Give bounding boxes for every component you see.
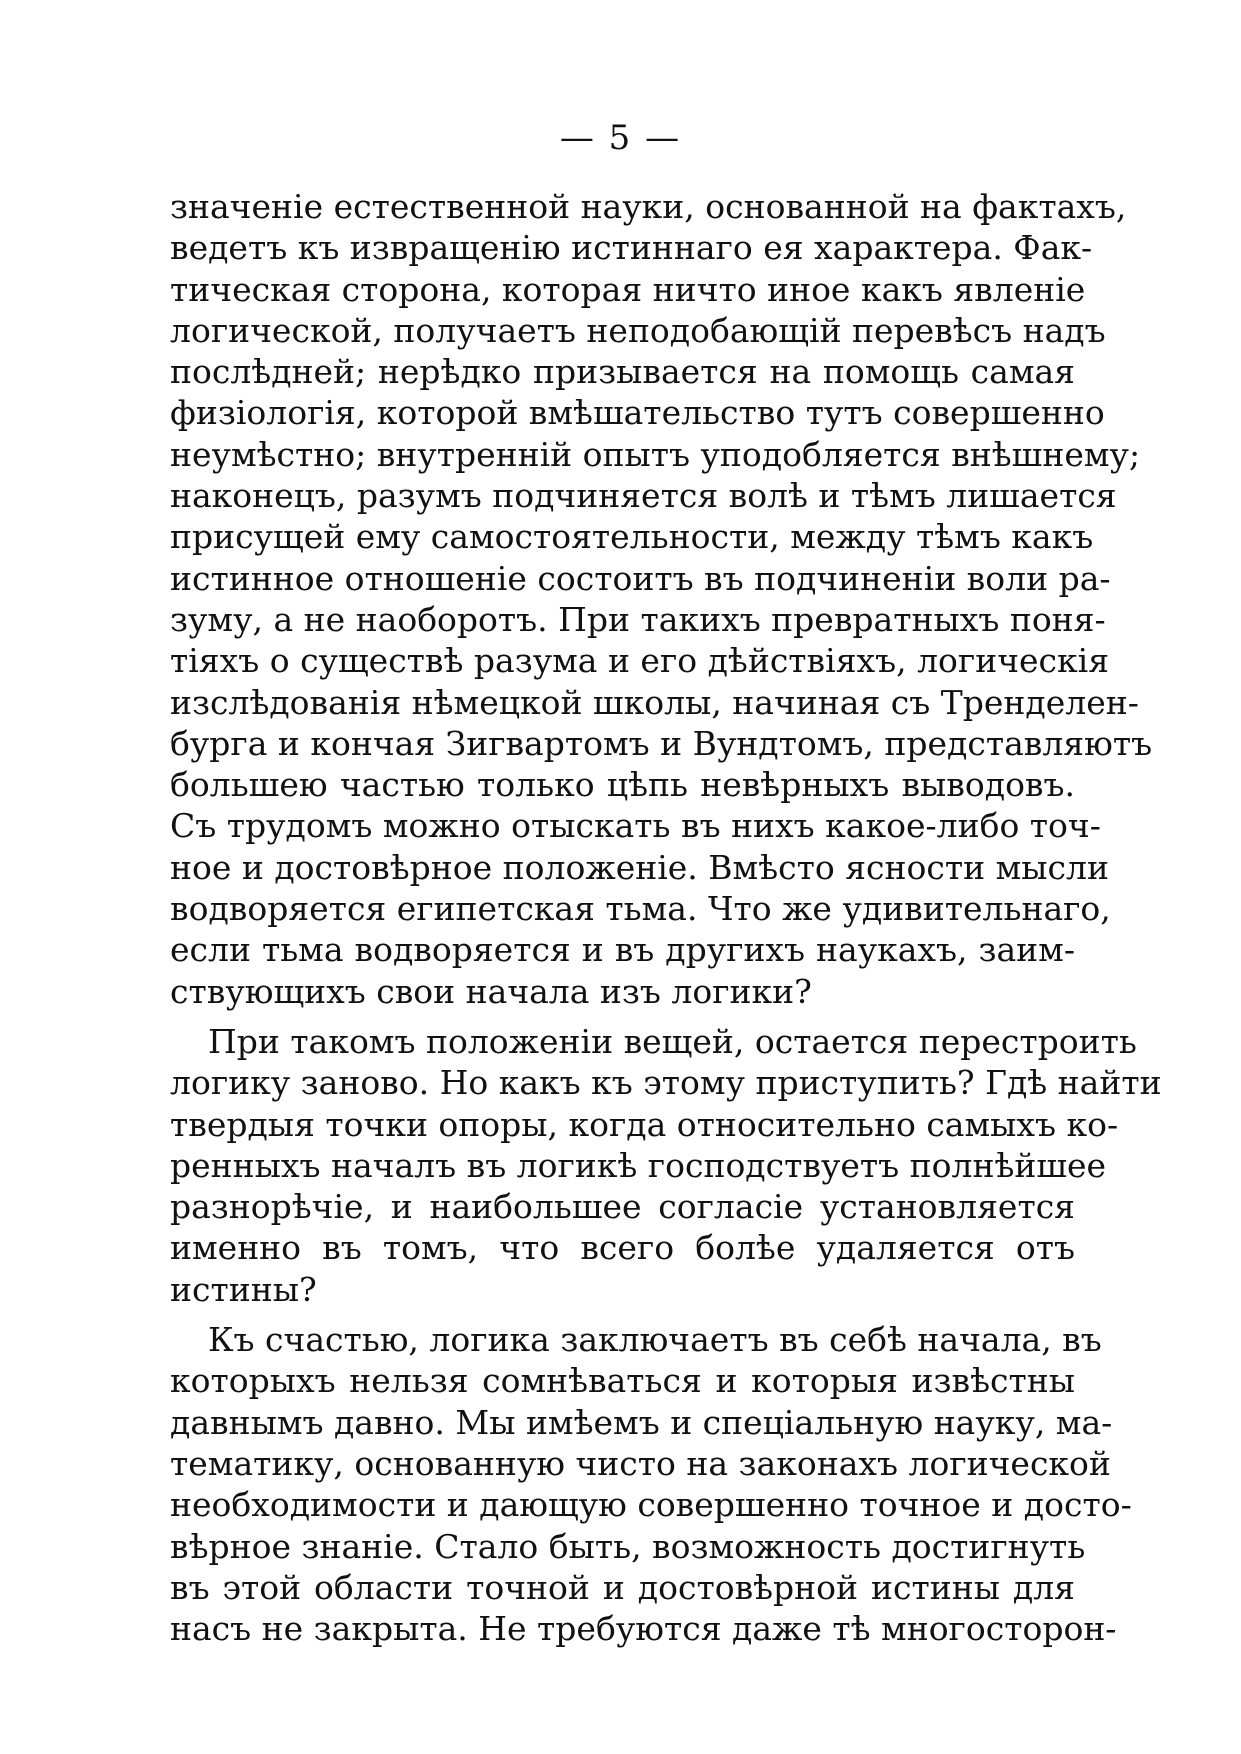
- text-line: Къ счастью, логика заключаетъ въ себѣ начала, въ: [208, 1320, 1102, 1360]
- text-line: именно въ томъ, что всего болѣе удаляется отъ: [170, 1228, 1075, 1268]
- text-line: присущей ему самостоятельности, между тѣмъ какъ: [170, 517, 1094, 557]
- text-line: необходимости и дающую совершенно точное и досто-: [170, 1485, 1132, 1525]
- paragraph-gap: [170, 1012, 1075, 1021]
- text-line: истины?: [170, 1269, 317, 1309]
- paragraph: [170, 1319, 1132, 1649]
- text-line: насъ не закрыта. Не требуются даже тѣ многосторон-: [170, 1609, 1117, 1649]
- text-line: значенiе естественной науки, основанной на фактахъ,: [170, 187, 1127, 226]
- text-line: зуму, а не наоборотъ. При такихъ превратныхъ поня-: [170, 599, 1106, 639]
- text-line: водворяется египетская тьма. Что же удивительнаго,: [170, 889, 1111, 929]
- text-line: если тьма водворяется и въ другихъ наукахъ, заим-: [170, 930, 1075, 970]
- text-line: вѣрное знанiе. Стало быть, возможность достигнуть: [170, 1526, 1086, 1566]
- text-line: изслѣдованiя нѣмецкой школы, начиная съ Тренделен-: [170, 682, 1139, 722]
- page-number: — 5 —: [559, 118, 682, 158]
- text-line: наконецъ, разумъ подчиняется волѣ и тѣмъ лишается: [170, 476, 1117, 516]
- text-line: разнорѣчiе, и наибольшее согласiе установляется: [170, 1187, 1075, 1227]
- paragraph: [170, 1021, 1162, 1310]
- text-line: послѣдней; нерѣдко призывается на помощь самая: [170, 352, 1075, 392]
- text-line: ное и достовѣрное положенiе. Вмѣсто ясности мысли: [170, 847, 1109, 887]
- text-line: большею частью только цѣпь невѣрныхъ выводовъ.: [170, 765, 1075, 805]
- text-line: твердыя точки опоры, когда относительно самыхъ ко-: [170, 1104, 1119, 1144]
- paragraph: [170, 186, 1153, 1012]
- body-text: [170, 186, 1162, 1649]
- text-line: въ этой области точной и достовѣрной истины для: [170, 1567, 1075, 1607]
- text-line: ведетъ къ извращенiю истиннаго ея характера. Фак-: [170, 228, 1093, 268]
- text-line: физiологiя, которой вмѣшательство тутъ совершенно: [170, 393, 1105, 433]
- text-line: тематику, основанную чисто на законахъ логической: [170, 1443, 1111, 1483]
- text-line: бурга и кончая Зигвартомъ и Вундтомъ, представляютъ: [170, 723, 1153, 763]
- text-line: тическая сторона, которая ничто иное какъ явленiе: [170, 269, 1086, 309]
- text-line: давнымъ давно. Мы имѣемъ и спецiальную науку, ма-: [170, 1402, 1113, 1442]
- text-line: тiяхъ о существѣ разума и его дѣйствiяхъ, логическiя: [170, 641, 1110, 681]
- text-line: ренныхъ началъ въ логикѣ господствуетъ полнѣйшее: [170, 1145, 1107, 1185]
- text-line: При такомъ положенiи вещей, остается перестроить: [208, 1021, 1137, 1061]
- text-line: логической, получаетъ неподобающiй перевѣсъ надъ: [170, 310, 1106, 350]
- text-line: неумѣстно; внутреннiй опытъ уподобляется внѣшнему;: [170, 434, 1141, 474]
- text-line: которыхъ нельзя сомнѣваться и которыя извѣстны: [170, 1361, 1075, 1401]
- paragraph-gap: [170, 1310, 1075, 1319]
- text-line: истинное отношенiе состоитъ въ подчиненiи воли ра-: [170, 558, 1111, 598]
- text-line: Съ трудомъ можно отыскать въ нихъ какое-либо точ-: [170, 806, 1101, 846]
- text-line: ствующихъ свои начала изъ логики?: [170, 971, 812, 1011]
- text-line: логику заново. Но какъ къ этому приступить? Гдѣ найти: [170, 1063, 1162, 1103]
